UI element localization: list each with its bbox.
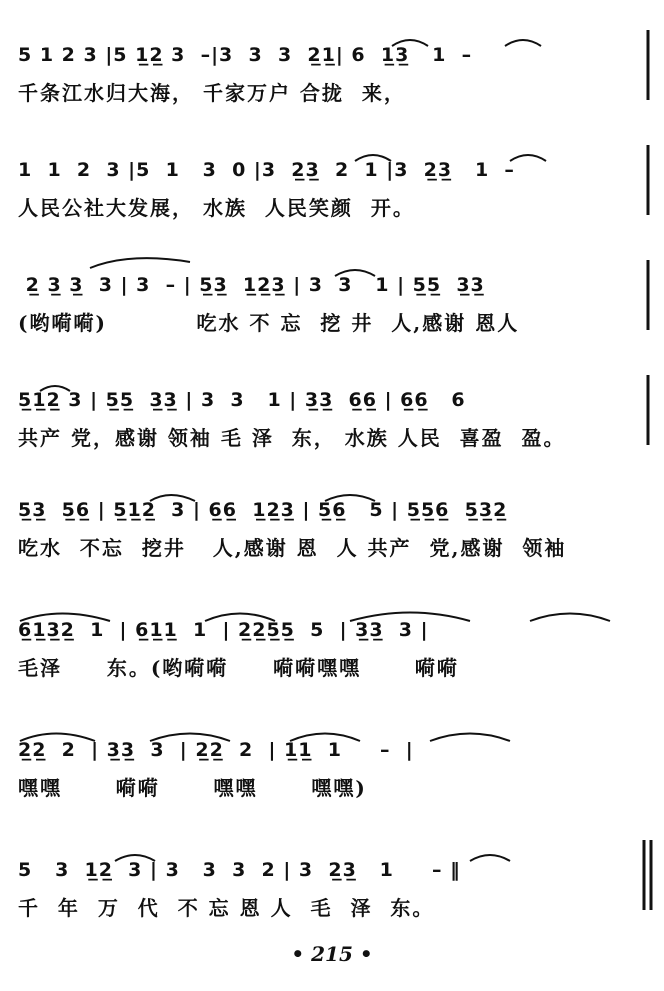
slur-arc — [350, 613, 470, 622]
slur-arc — [430, 734, 510, 742]
slur-arc — [150, 734, 230, 742]
notation-line: 6̲1̲3̲2̲ 1 | 6̲1̲1̲ 1 | 2̲2̲5̲5̲ 5 | 3̲3̲ 3 | — [18, 619, 429, 641]
slur-arc — [470, 855, 510, 861]
slur-arc — [205, 614, 275, 622]
notation-line: 1 1 2 3 |5 1 3 0 |3 2̲3̲ 2 1 |3 2̲3̲ 1 – — [18, 159, 515, 181]
lyrics-line: 共产 党，感谢 领袖 毛 泽 东， 水族 人民 喜盈 盈。 — [18, 426, 566, 450]
notation-line: 2̲2̲ 2 | 3̲3̲ 3 | 2̲2̲ 2 | 1̲1̲ 1 – | — [18, 739, 414, 761]
slur-arc — [20, 734, 95, 742]
slur-arc — [115, 855, 155, 861]
lyrics-line: 嘿嘿 嗬嗬 嘿嘿 嘿嘿) — [18, 776, 367, 800]
lyrics-line: 千 年 万 代 不 忘 恩 人 毛 泽 东。 — [18, 896, 435, 920]
notation-line: 5 1 2 3 |5 1̲2̲ 3 –|3 3 3 2̲1̲| 6 1̲3̲ 1 – — [18, 44, 473, 66]
slur-arc — [355, 155, 391, 161]
notation-line: 2̲ 3̲ 3̲ 3 | 3 – | 5̲3̲ 1̲2̲3̲ | 3 3 1 | 5̲5̲ 3̲3̲ — [18, 274, 485, 296]
page-number: • 215 • — [291, 942, 373, 966]
lyrics-line: 吃水 不忘 挖井 人,感谢 恩 人 共产 党,感谢 领袖 — [18, 536, 567, 560]
slur-arc — [510, 155, 546, 161]
slur-arc — [335, 270, 375, 276]
lyrics-line: (哟嗬嗬) 吃水 不 忘 挖 井 人,感谢 恩人 — [18, 311, 520, 335]
slur-arc — [40, 386, 70, 391]
slur-arc — [392, 40, 428, 46]
lyrics-line: 毛泽 东。(哟嗬嗬 嗬嗬嘿嘿 嗬嗬 — [18, 656, 459, 680]
slur-arc — [20, 614, 110, 622]
notation-line: 5̲1̲2̲ 3 | 5̲5̲ 3̲3̲ | 3 3 1 | 3̲3̲ 6̲6̲ | 6̲6̲ 6 — [18, 389, 466, 411]
slur-arc — [325, 495, 375, 501]
lyrics-line: 千条江水归大海， 千家万户 合拢 来， — [18, 81, 406, 105]
slur-arc — [150, 495, 195, 501]
slur-arc — [505, 40, 541, 46]
slur-arc — [90, 258, 190, 268]
slur-arc — [290, 734, 360, 742]
slur-arc — [530, 614, 610, 622]
notation-line: 5 3 1̲2̲ 3 | 3 3 3 2 | 3 2̲3̲ 1 – ‖ — [18, 859, 461, 881]
lyrics-line: 人民公社大发展， 水族 人民笑颜 开。 — [18, 196, 415, 220]
notation-line: 5̲3̲ 5̲6̲ | 5̲1̲2̲ 3 | 6̲6̲ 1̲2̲3̲ | 5̲6̲ 5 | 5̲5̲6̲ 5̲3̲2̲ — [18, 499, 508, 521]
